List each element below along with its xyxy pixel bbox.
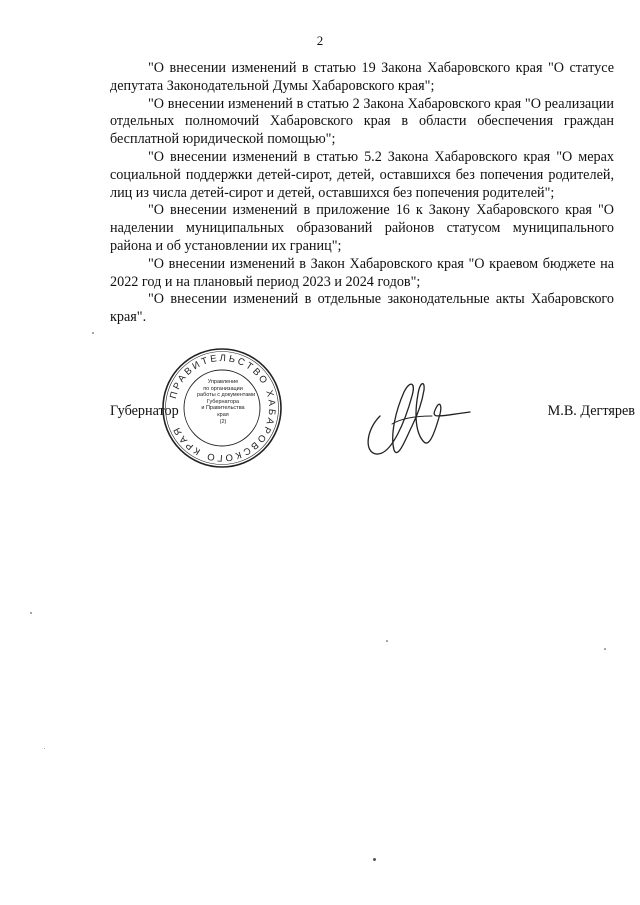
scan-artifact bbox=[373, 858, 376, 861]
paragraph: "О внесении изменений в отдельные законодательные акты Хабаровского края". bbox=[110, 291, 614, 326]
document-body bbox=[110, 60, 614, 327]
seal-line: Управление bbox=[207, 379, 239, 385]
signer-title: Губернатор bbox=[110, 403, 179, 419]
scan-artifact bbox=[30, 612, 32, 614]
seal-line: Губернатора bbox=[206, 398, 240, 405]
seal-center-text bbox=[197, 379, 256, 425]
page-number: 2 bbox=[316, 33, 324, 48]
paragraph: "О внесении изменений в статью 19 Закона Хабаровского края "О статусе депутата Законодательной Думы Хабаровского края"; bbox=[110, 60, 614, 94]
scan-artifact bbox=[44, 748, 45, 749]
seal-line: работы с документами bbox=[197, 392, 256, 399]
scan-artifact bbox=[386, 640, 388, 642]
seal-line: (2) bbox=[219, 418, 227, 425]
signer-name: М.В. Дегтярев bbox=[547, 403, 635, 419]
paragraph: "О внесении изменений в статью 2 Закона Хабаровского края "О реализации отдельных полномочий Хабаровского края в области обеспечения граждан бесплатной юридической помощью"; bbox=[110, 95, 614, 148]
seal-line: и Правительства bbox=[201, 405, 245, 412]
handwritten-signature bbox=[352, 372, 472, 462]
scan-artifact bbox=[604, 648, 606, 650]
paragraph: "О внесении изменений в статью 5.2 Закона Хабаровского края "О мерах социальной поддержки детей-сирот, детей, оставшихся без попечения родителей, лиц из числа детей-сирот и детей, оставшихся без попечения родителей"; bbox=[110, 148, 614, 201]
paragraph: "О внесении изменений в Закон Хабаровского края "О краевом бюджете на 2022 год и на плановый период 2023 и 2024 годов"; bbox=[110, 255, 614, 290]
scan-artifact bbox=[92, 332, 94, 334]
seal-line: по организации bbox=[203, 385, 243, 392]
seal-line: края bbox=[217, 411, 229, 418]
paragraph: "О внесении изменений в приложение 16 к Закону Хабаровского края "О наделении муниципальных образований районов статусом муниципального района и об установлении их границ"; bbox=[110, 202, 614, 254]
seal-ring-text: ПРАВИТЕЛЬСТВО ХАБАРОВСКОГО КРАЯ bbox=[167, 352, 278, 464]
official-seal bbox=[161, 347, 283, 469]
signature-scribble-icon bbox=[352, 372, 472, 462]
